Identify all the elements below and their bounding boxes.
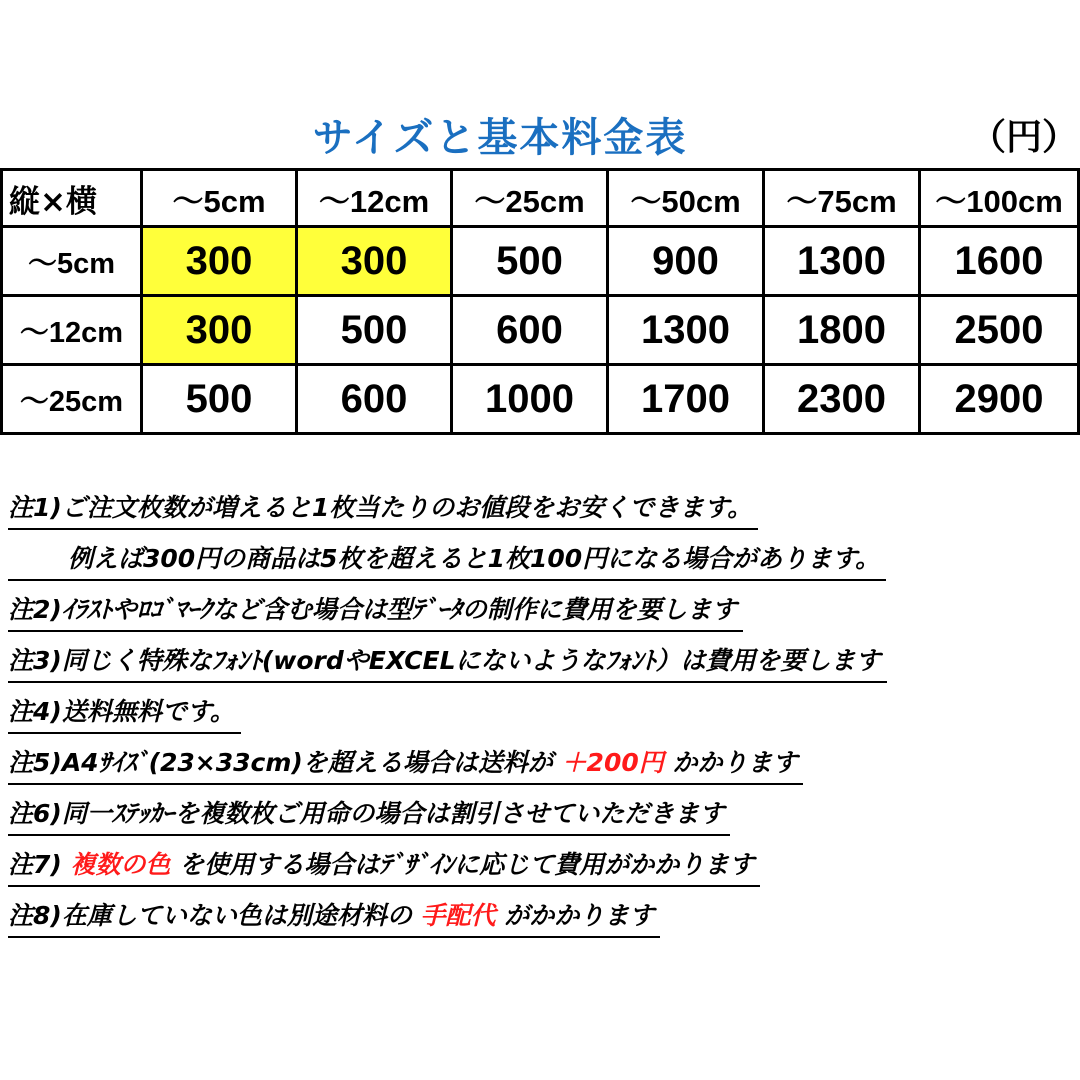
note-3 (8, 641, 1076, 692)
note-text-part: かかります (672, 748, 798, 777)
currency-unit: （円） (970, 117, 1079, 158)
multi-color-highlight: 複数の色 (70, 850, 171, 879)
shipping-surcharge: ＋200円 (561, 748, 664, 777)
price-cell: 600 (452, 296, 608, 365)
price-cell: 500 (452, 227, 608, 296)
price-cell: 1300 (764, 227, 920, 296)
page-title: サイズと基本料金表 (312, 115, 688, 161)
price-cell: 1800 (764, 296, 920, 365)
note-text: 注1)ご注文枚数が増えると1枚当たりのお値段をお安くできます。 (8, 488, 758, 530)
price-table (0, 168, 1080, 435)
column-header: ～5cm (142, 170, 297, 227)
price-cell-highlighted: 300 (297, 227, 452, 296)
price-cell: 2500 (920, 296, 1079, 365)
note-text: 注3)同じく特殊なﾌｫﾝﾄ(wordやEXCELにないようなﾌｫﾝﾄ）は費用を要します (8, 641, 887, 683)
row-header: ～25cm (2, 365, 142, 434)
corner-header: 縦×横 (2, 170, 142, 227)
note-text-part: がかかります (504, 901, 655, 930)
column-header: ～50cm (608, 170, 764, 227)
table-header-row (2, 170, 1079, 227)
price-cell: 2300 (764, 365, 920, 434)
note-8 (8, 896, 1076, 947)
column-header: ～25cm (452, 170, 608, 227)
note-6 (8, 794, 1076, 845)
row-header: ～5cm (2, 227, 142, 296)
note-1-example (8, 539, 1076, 590)
price-cell: 600 (297, 365, 452, 434)
note-4 (8, 692, 1076, 743)
note-1 (8, 488, 1076, 539)
note-text-part: 注8)在庫していない色は別途材料の (8, 901, 412, 930)
notes-list (8, 488, 1076, 947)
price-cell: 1300 (608, 296, 764, 365)
row-header: ～12cm (2, 296, 142, 365)
note-text-part: 注5)A4ｻｲｽﾞ(23×33cm)を超える場合は送料が (8, 748, 553, 777)
note-5 (8, 743, 1076, 794)
note-7 (8, 845, 1076, 896)
note-text (8, 845, 760, 887)
note-text-part: 注7) (8, 850, 62, 879)
table-row (2, 365, 1079, 434)
price-cell: 1700 (608, 365, 764, 434)
note-text: 注4)送料無料です。 (8, 692, 241, 734)
note-text-part: を使用する場合はﾃﾞｻﾞｲﾝに応じて費用がかかります (179, 850, 755, 879)
note-text (8, 896, 660, 938)
note-text (8, 743, 803, 785)
price-cell-highlighted: 300 (142, 296, 297, 365)
price-cell: 2900 (920, 365, 1079, 434)
price-cell: 500 (297, 296, 452, 365)
table-row (2, 296, 1079, 365)
note-2 (8, 590, 1076, 641)
column-header: ～100cm (920, 170, 1079, 227)
column-header: ～12cm (297, 170, 452, 227)
price-cell-highlighted: 300 (142, 227, 297, 296)
note-text: 例えば300円の商品は5枚を超えると1枚100円になる場合があります。 (8, 539, 886, 581)
note-text: 注6)同一ｽﾃｯｶｰを複数枚ご用命の場合は割引させていただきます (8, 794, 730, 836)
price-cell: 1600 (920, 227, 1079, 296)
price-cell: 900 (608, 227, 764, 296)
column-header: ～75cm (764, 170, 920, 227)
price-cell: 1000 (452, 365, 608, 434)
arrangement-fee-highlight: 手配代 (420, 901, 496, 930)
table-row (2, 227, 1079, 296)
price-cell: 500 (142, 365, 297, 434)
note-text: 注2)ｲﾗｽﾄやﾛｺﾞﾏｰｸなど含む場合は型ﾃﾞｰﾀの制作に費用を要します (8, 590, 743, 632)
